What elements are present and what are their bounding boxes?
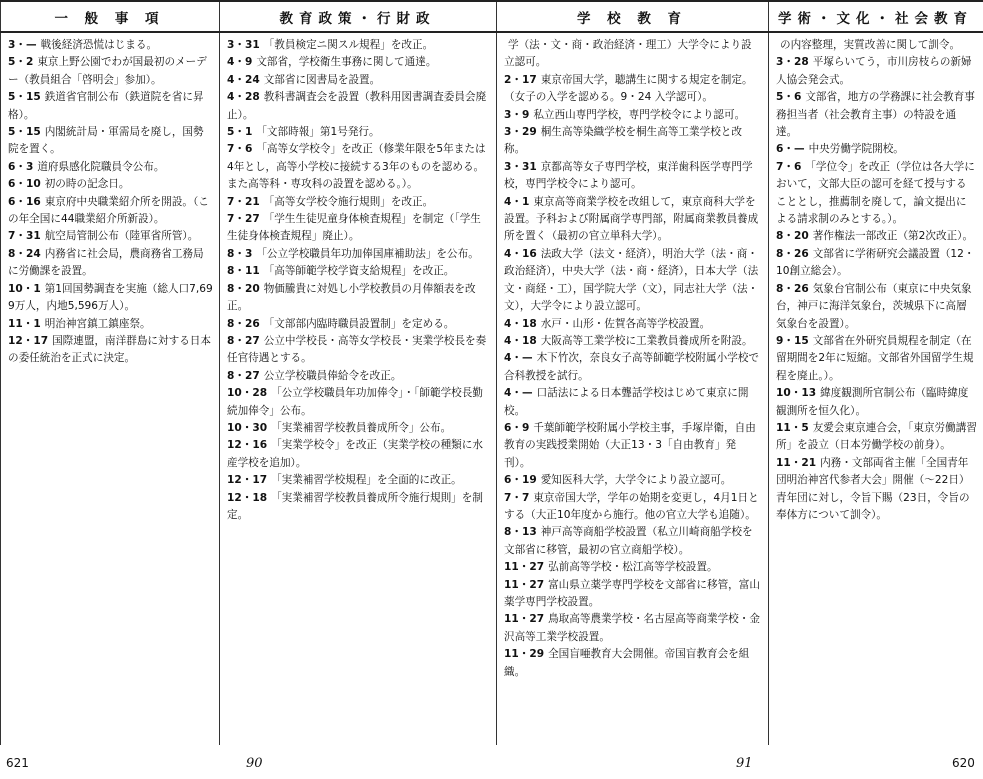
entry-date: 6・9 (504, 421, 530, 434)
page-number-621: 621 (6, 756, 29, 770)
entry-date: 7・27 (227, 213, 260, 226)
timeline-entry (227, 37, 490, 54)
entry-text: 「高等師範学校学資支給規程」を改正。 (263, 265, 455, 278)
timeline-entry (227, 54, 490, 71)
entry-date: 3・9 (504, 108, 530, 121)
entry-text: 「実業補習学校教員養成所令施行規則」を制定。 (227, 491, 483, 521)
entry-text: 京都高等女子専門学校，東洋歯科医学専門学校，専門学校令により認可。 (504, 160, 753, 191)
timeline-entry (227, 89, 490, 124)
entry-date: 2・17 (504, 73, 537, 86)
timeline-entry (776, 141, 977, 158)
entry-date: 6・— (776, 143, 805, 156)
entry-date: 12・18 (227, 491, 268, 504)
entry-text: 大阪高等工業学校に工業教員養成所を附設。 (540, 334, 753, 347)
timeline-entry (504, 159, 762, 194)
timeline-entry (227, 211, 490, 246)
timeline-entry (227, 316, 490, 333)
entry-text: 文部省，地方の学務課に社会教育事務担当者（社会教育主事）の特設を通達。 (776, 91, 975, 139)
timeline-entry (504, 524, 762, 559)
entry-date: 8・26 (776, 282, 809, 295)
timeline-entry (776, 228, 977, 245)
entry-text: 口話法による日本聾話学校はじめて東京に開校。 (504, 387, 749, 417)
entry-text: 東京上野公園でわが国最初のメーデー（教員組合「啓明会」参加）。 (8, 56, 207, 86)
entry-date: 6・19 (504, 474, 537, 487)
entry-date: 4・— (504, 387, 533, 400)
entry-text: 愛知医科大学，大学令により設立認可。 (540, 474, 732, 487)
entry-text: 中央労働学院開校。 (808, 143, 904, 156)
timeline-entry (227, 72, 490, 89)
entry-date: 8・26 (776, 247, 809, 260)
entry-text: 東京帝国大学，聴講生に関する規定を制定。（女子の入学を認める。9・24 入学認可）。 (504, 73, 753, 104)
timeline-entry (8, 333, 213, 368)
entry-date: 8・27 (227, 334, 260, 347)
entry-date: 6・3 (8, 160, 34, 173)
entry-date: 7・21 (227, 195, 260, 208)
entry-text: 東京帝国大学，学年の始期を変更し，4月1日とする（大正10年度から施行。他の官立大学も追随）。 (504, 491, 759, 521)
entry-date: 4・24 (227, 73, 260, 86)
column-header: 一 般 事 項 (0, 0, 219, 33)
entry-date: 11・27 (504, 561, 545, 574)
column-header: 教育政策・行財政 (219, 0, 496, 33)
timeline-entry (776, 246, 977, 281)
entry-text: 内務省に社会局，農商務省工務局に労働課を設置。 (8, 247, 204, 278)
timeline-entry (776, 37, 977, 54)
timeline-entry (227, 124, 490, 141)
entry-date: 7・7 (504, 491, 530, 504)
entry-list (768, 33, 983, 524)
entry-date: 4・— (504, 352, 533, 365)
entry-text: 法政大学（法文・経済），明治大学（法・商・政治経済），中央大学（法・商・経済），日本大学（法文・商経・工），国学院大学（文），同志社大学（法・文），大学令により設立認可。 (504, 247, 759, 313)
entry-text: 第1回国勢調査を実施（総人口7,699万人，内地5,596万人）。 (8, 282, 213, 313)
entry-date: 10・1 (8, 282, 41, 295)
page-number-620: 620 (952, 756, 975, 770)
timeline-entry (8, 124, 213, 159)
column-school-education (496, 0, 768, 745)
entry-text: 公立学校職員俸給令を改正。 (263, 369, 402, 382)
entry-date: 7・6 (776, 160, 802, 173)
entry-date: 8・24 (8, 247, 41, 260)
entry-text: 「実業補習学校規程」を全面的に改正。 (271, 474, 462, 487)
entry-text: 文部省在外研究員規程を制定（在留期間を2年に短縮。文部省外国留学生規程を廃止。）。 (776, 334, 974, 382)
timeline-entry (227, 194, 490, 211)
entry-text: 緯度観測所官制公布（臨時緯度観測所を恒久化）。 (776, 387, 969, 417)
entry-text: 桐生高等染織学校を桐生高等工業学校と改称。 (504, 126, 742, 156)
entry-date: 5・15 (8, 91, 41, 104)
entry-date: 8・13 (504, 526, 537, 539)
entry-text: 木下竹次，奈良女子高等師範学校附属小学校で合科教授を試行。 (504, 352, 760, 382)
timeline-entry (8, 281, 213, 316)
entry-text: 文部省に学術研究会議設置（12・10創立総会）。 (776, 247, 975, 278)
entry-text: 平塚らいてう，市川房枝らの新婦人協会発会式。 (776, 56, 972, 86)
column-education-policy (219, 0, 496, 745)
entry-text: 国際連盟，南洋群島に対する日本の委任統治を正式に決定。 (8, 334, 211, 365)
entry-text: 「文部時報」第1号発行。 (256, 126, 380, 139)
timeline-entry (227, 437, 490, 472)
timeline-entry (227, 385, 490, 420)
entry-date: 4・18 (504, 334, 537, 347)
timeline-entry (504, 420, 762, 472)
entry-date: 10・28 (227, 387, 268, 400)
entry-text: の内容整理，実質改善に関して訓令。 (780, 39, 961, 51)
timeline-entry (8, 176, 213, 193)
entry-text: 「公立学校職員年功加俸令」・「師範学校長勤続加俸令」公布。 (227, 387, 483, 417)
timeline-entry (504, 333, 762, 350)
entry-list (0, 33, 219, 368)
entry-date: 5・6 (776, 91, 802, 104)
entry-text: 教科書調査会を設置（教科用図書調査委員会廃止）。 (227, 91, 487, 121)
timeline-entry (504, 577, 762, 612)
page-number-91: 91 (736, 756, 753, 771)
entry-date: 11・29 (504, 648, 545, 661)
entry-date: 11・21 (776, 456, 817, 469)
entry-date: 8・11 (227, 265, 260, 278)
entry-text: 東京高等商業学校を改組して，東京商科大学を設置。予科および附属商学専門部，附属商業教員養成所を置く（最初の官立単科大学）。 (504, 195, 759, 243)
entry-text: 「実業学校令」を改正（実業学校の種類に水産学校を追加）。 (227, 439, 483, 469)
entry-text: 航空局管制公布（陸軍省所管）。 (44, 230, 199, 243)
entry-text: 内閣統計局・軍需局を廃し，国勢院を置く。 (8, 126, 204, 156)
entry-date: 8・26 (227, 317, 260, 330)
entry-date: 10・13 (776, 387, 817, 400)
entry-text: 戦後経済恐慌はじまる。 (40, 39, 158, 51)
entry-date: 6・10 (8, 178, 41, 191)
entry-date: 4・28 (227, 91, 260, 104)
entry-date: 8・20 (227, 282, 260, 295)
timeline-entry (8, 194, 213, 229)
timeline-entry (504, 37, 762, 72)
entry-date: 6・16 (8, 195, 41, 208)
entry-date: 4・18 (504, 317, 537, 330)
entry-date: 11・1 (8, 317, 41, 330)
timeline-entry (504, 316, 762, 333)
timeline-entry (776, 159, 977, 229)
timeline-entry (504, 490, 762, 525)
entry-text: 弘前高等学校・松江高等学校設置。 (548, 561, 718, 574)
entry-list (219, 33, 496, 524)
entry-text: 「公立学校職員年功加俸国庫補助法」を公布。 (256, 247, 479, 260)
timeline-entry (504, 559, 762, 576)
entry-date: 10・30 (227, 421, 268, 434)
entry-text: 初の時の記念日。 (44, 178, 130, 191)
timeline-entry (8, 54, 213, 89)
timeline-entry (227, 141, 490, 193)
entry-text: 「学生生徒児童身体検査規程」を制定（「学生生徒身体検査規程」廃止）。 (227, 213, 481, 243)
entry-text: 物価騰貴に対処し小学校教員の月俸額表を改正。 (227, 282, 476, 313)
entry-date: 11・5 (776, 421, 809, 434)
entry-date: 4・9 (227, 56, 253, 69)
entry-text: 文部省に図書局を設置。 (263, 73, 381, 86)
entry-text: 内務・文部両省主催「全国青年団明治神宮代参者大会」開催（～22日）青年団に対し，令旨下賜（23日，令旨の奉体方について訓令）。 (776, 456, 970, 521)
timeline-entry (8, 228, 213, 245)
entry-text: 「教員検定ニ関スル規程」を改正。 (263, 39, 434, 51)
entry-text: 道府県感化院職員令公布。 (37, 160, 165, 173)
column-general-affairs (0, 0, 219, 745)
entry-text: 「実業補習学校教員養成所令」公布。 (271, 421, 452, 434)
entry-text: 鉄道省官制公布（鉄道院を省に昇格）。 (8, 91, 204, 121)
entry-text: 学（法・文・商・政治経済・理工）大学令により設立認可。 (504, 39, 752, 69)
entry-text: 鳥取高等農業学校・名古屋高等商業学校・金沢高等工業学校設置。 (504, 613, 760, 643)
timeline-entry (504, 385, 762, 420)
timeline-entry (227, 490, 490, 525)
timeline-entry (504, 350, 762, 385)
entry-text: 私立西山専門学校，専門学校令により認可。 (533, 108, 746, 121)
entry-date: 5・2 (8, 56, 34, 69)
timeline-entry (776, 455, 977, 525)
entry-text: 水戸・山形・佐賀各高等学校設置。 (540, 317, 711, 330)
entry-date: 12・17 (8, 334, 49, 347)
entry-text: 「高等女学校令」を改正（修業年限を5年または4年とし，高等小学校に接続する3年のものを認める。また高等科・専攻科の設置を認める。）。 (227, 143, 486, 191)
timeline-entry (227, 246, 490, 263)
timeline-entry (776, 89, 977, 141)
timeline-entry (504, 194, 762, 246)
entry-date: 12・17 (227, 474, 268, 487)
timeline-entry (504, 246, 762, 316)
timeline-entry (8, 37, 213, 54)
entry-date: 8・3 (227, 247, 253, 260)
entry-date: 8・27 (227, 369, 260, 382)
timeline-entry (8, 89, 213, 124)
timeline-entry (227, 420, 490, 437)
entry-text: 富山県立薬学専門学校を文部省に移管，富山薬学専門学校設置。 (504, 578, 760, 608)
entry-date: 5・15 (8, 126, 41, 139)
timeline-entry (504, 124, 762, 159)
timeline-entry (227, 333, 490, 368)
entry-text: 友愛会東京連合会，「東京労働講習所」を設立（日本労働学校の前身）。 (776, 421, 977, 452)
entry-text: 「学位令」を改正（学位は各大学において，文部大臣の認可を経て授与することとし，推薦制を廃して，論文提出による請求制のみとする。）。 (776, 160, 975, 226)
timeline-entry (8, 246, 213, 281)
column-header: 学術・文化・社会教育 (768, 0, 983, 33)
entry-date: 3・— (8, 39, 37, 51)
entry-date: 7・31 (8, 230, 41, 243)
timeline-entry (227, 368, 490, 385)
entry-text: 「文部部内臨時職員設置制」を定める。 (263, 317, 455, 330)
timeline-entry (504, 72, 762, 107)
timeline-entry (776, 385, 977, 420)
timeline-entry (504, 646, 762, 681)
entry-text: 「高等女学校令施行規則」を改正。 (263, 195, 434, 208)
timeline-entry (776, 54, 977, 89)
entry-text: 公立中学校長・高等女学校長・実業学校長を奏任官待遇とする。 (227, 334, 487, 365)
entry-date: 3・28 (776, 56, 809, 69)
entry-text: 明治神宮鎮工鎮座祭。 (44, 317, 151, 330)
page-number-90: 90 (246, 756, 263, 771)
entry-text: 文部省，学校衛生事務に関して通達。 (256, 56, 437, 69)
entry-text: 全国盲唖教育大会開催。帝国盲教育会を組織。 (504, 648, 750, 678)
entry-text: 千葉師範学校附属小学校主事，手塚岸衛，自由教育の実践授業開始（大正13・3「自由教育」発刊）。 (504, 421, 756, 469)
entry-list (496, 33, 768, 681)
timeline-entry (227, 281, 490, 316)
entry-date: 3・31 (227, 39, 260, 51)
entry-date: 9・15 (776, 334, 809, 347)
timeline-entry (776, 420, 977, 455)
entry-date: 12・16 (227, 439, 268, 452)
timeline-entry (504, 472, 762, 489)
entry-date: 3・29 (504, 126, 537, 139)
timeline-entry (8, 316, 213, 333)
entry-date: 5・1 (227, 126, 253, 139)
entry-text: 神戸高等商船学校設置（私立川崎商船学校を文部省に移管，最初の官立商船学校）。 (504, 526, 753, 556)
entry-date: 3・31 (504, 160, 537, 173)
entry-date: 4・16 (504, 247, 537, 260)
entry-text: 東京府中央職業紹介所を開設。（この年全国に44職業紹介所新設）。 (8, 195, 209, 226)
entry-date: 8・20 (776, 230, 809, 243)
entry-date: 11・27 (504, 613, 545, 626)
timeline-entry (776, 333, 977, 385)
timeline-entry (504, 611, 762, 646)
timeline-entry (227, 472, 490, 489)
entry-date: 7・6 (227, 143, 253, 156)
entry-text: 気象台官制公布（東京に中央気象台，神戸に海洋気象台，茨城県下に高層気象台を設置）。 (776, 282, 972, 330)
timeline-entry (8, 159, 213, 176)
timeline-entry (227, 263, 490, 280)
entry-text: 著作権法一部改正（第2次改正）。 (812, 230, 974, 243)
entry-date: 4・1 (504, 195, 530, 208)
entry-date: 11・27 (504, 578, 545, 591)
column-header: 学 校 教 育 (496, 0, 768, 33)
column-culture-society (768, 0, 983, 745)
timeline-entry (504, 107, 762, 124)
timeline-entry (776, 281, 977, 333)
